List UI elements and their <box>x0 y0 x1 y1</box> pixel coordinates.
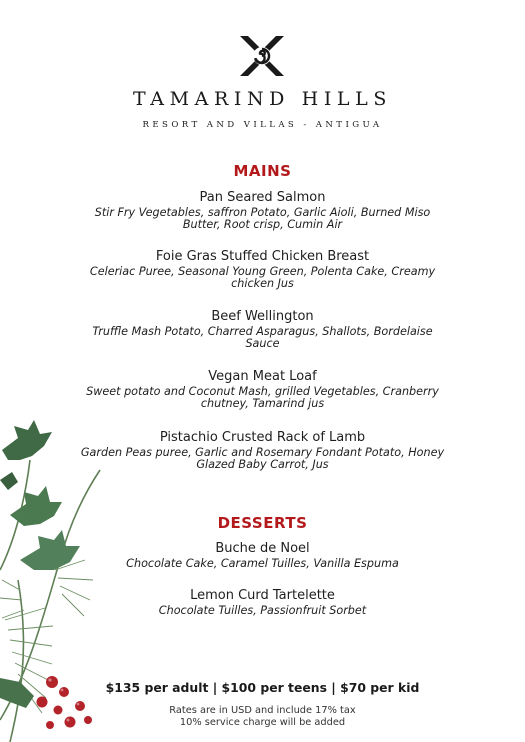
service-charge-note: 10% service charge will be added <box>179 717 346 728</box>
dish-description: Chocolate Tuilles, Passionfruit Sorbet <box>158 604 367 617</box>
dish-description: Chocolate Cake, Caramel Tuilles, Vanilla Espuma <box>126 557 399 570</box>
brand-name: TAMARIND HILLS <box>133 88 392 110</box>
dish-name: Pistachio Crusted Rack of Lamb <box>159 430 366 445</box>
menu-item <box>70 249 455 291</box>
tamarind-logo-icon <box>236 32 288 80</box>
menu-item <box>70 190 455 232</box>
menu-item <box>70 541 455 570</box>
dish-name: Buche de Noel <box>215 541 310 556</box>
desserts-title: DESSERTS <box>217 514 308 532</box>
dish-name: Foie Gras Stuffed Chicken Breast <box>155 249 370 264</box>
mains-title: MAINS <box>233 162 292 180</box>
dish-name: Beef Wellington <box>211 309 314 324</box>
dish-description: Stir Fry Vegetables, saffron Potato, Garlic Aioli, Burned Miso Butter, Root crisp, Cumin Air <box>94 206 431 232</box>
dish-description: Sweet potato and Coconut Mash, grilled Vegetables, Cranberry chutney, Tamarind jus <box>86 385 439 411</box>
tax-note: Rates are in USD and include 17% tax <box>169 705 356 716</box>
holly-decoration-icon <box>0 420 110 742</box>
dish-name: Vegan Meat Loaf <box>208 369 317 384</box>
dish-name: Lemon Curd Tartelette <box>190 588 335 603</box>
dish-description: Truffle Mash Potato, Charred Asparagus, Shallots, Bordelaise Sauce <box>92 325 433 351</box>
menu-item <box>70 369 455 411</box>
menu-item <box>70 588 455 617</box>
dish-description: Garden Peas puree, Garlic and Rosemary Fondant Potato, Honey Glazed Baby Carrot, Jus <box>80 446 445 472</box>
price-line: $135 per adult | $100 per teens | $70 per kid <box>105 680 420 695</box>
brand-subtitle: RESORT AND VILLAS - ANTIGUA <box>142 120 383 130</box>
dish-name: Pan Seared Salmon <box>199 190 326 205</box>
menu-item <box>70 430 455 472</box>
dish-description: Celeriac Puree, Seasonal Young Green, Polenta Cake, Creamy chicken Jus <box>89 265 436 291</box>
menu-item <box>70 309 455 351</box>
